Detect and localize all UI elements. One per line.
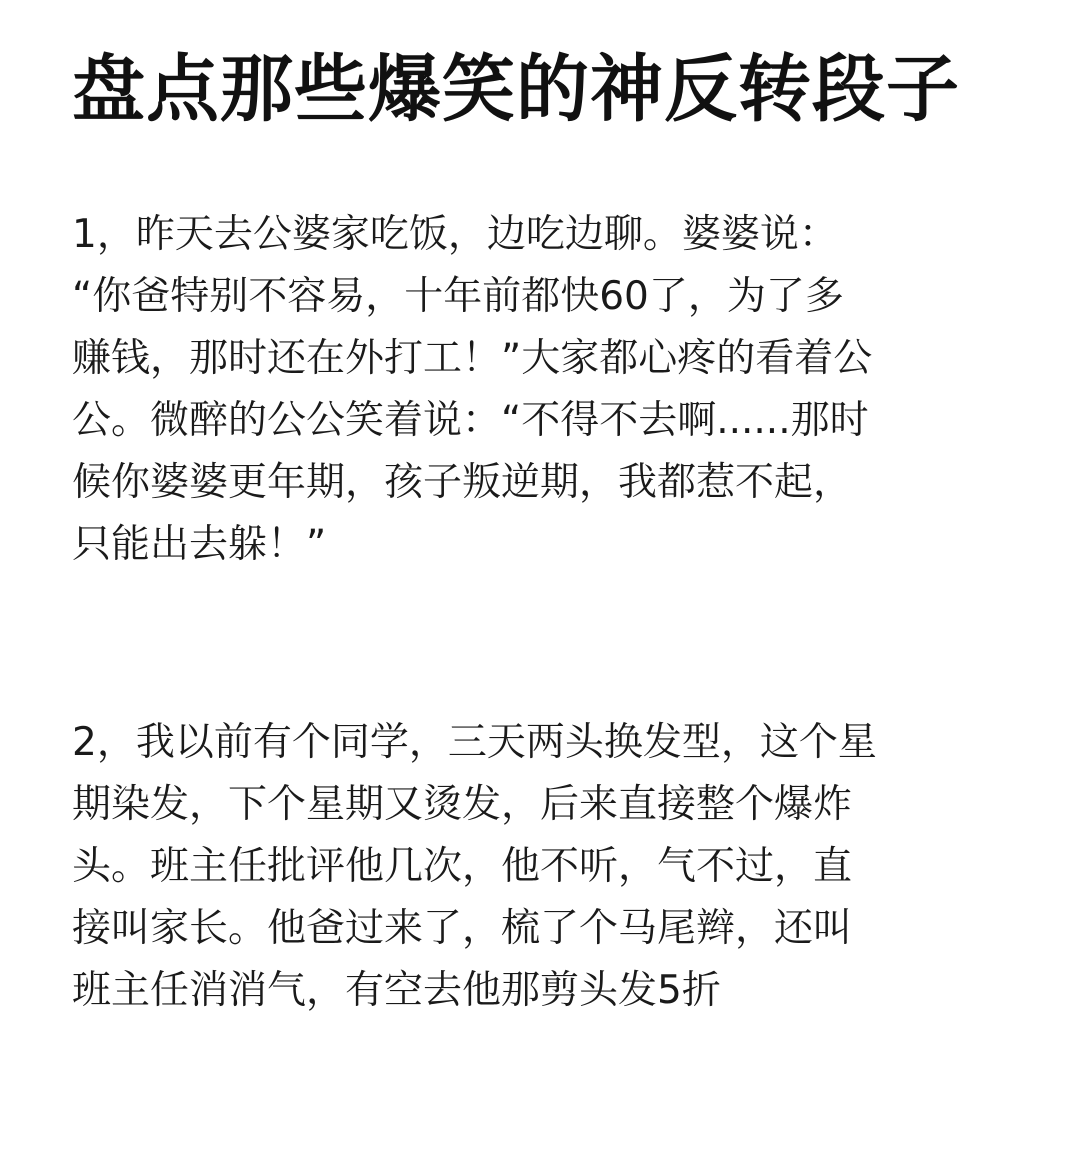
text-line: 候你婆婆更年期，孩子叛逆期，我都惹不起， bbox=[72, 460, 853, 505]
text-line: 班主任消消气，有空去他那剪头发5折 bbox=[72, 968, 721, 1013]
article bbox=[72, 0, 1008, 1162]
text-line: 赚钱，那时还在外打工！”大家都心疼的看着公 bbox=[72, 336, 873, 381]
joke-paragraph-2 bbox=[72, 712, 1008, 1022]
text-line: 只能出去躲！” bbox=[72, 522, 327, 567]
text-line: 期染发，下个星期又烫发，后来直接整个爆炸 bbox=[72, 782, 853, 827]
text-line: 头。班主任批评他几次，他不听，气不过，直 bbox=[72, 844, 853, 889]
text-line: “你爸特别不容易，十年前都快60了，为了多 bbox=[72, 274, 844, 319]
joke-paragraph-1 bbox=[72, 204, 1008, 576]
text-line: 公。微醉的公公笑着说：“不得不去啊......那时 bbox=[72, 398, 869, 443]
text-line: 2，我以前有个同学，三天两头换发型，这个星 bbox=[72, 720, 877, 765]
text-line: 1，昨天去公婆家吃饭，边吃边聊。婆婆说： bbox=[72, 212, 838, 257]
text-line: 接叫家长。他爸过来了，梳了个马尾辫，还叫 bbox=[72, 906, 853, 951]
article-title: 盘点那些爆笑的神反转段子 bbox=[72, 47, 960, 132]
